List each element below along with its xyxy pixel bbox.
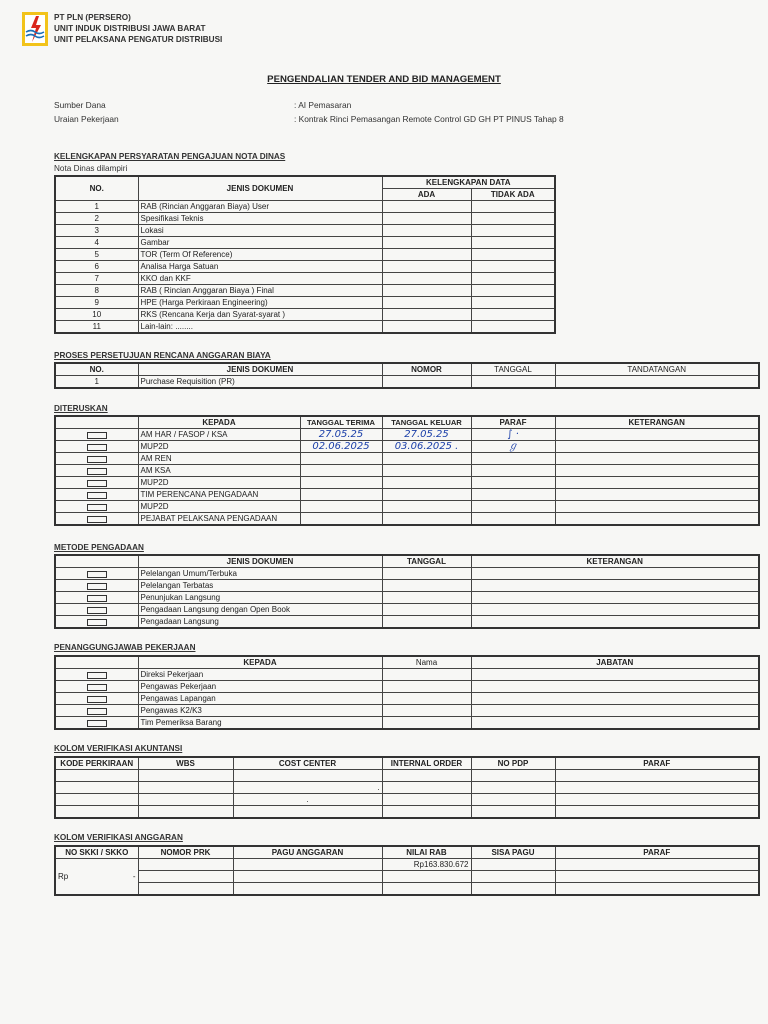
cell-kepada: AM REN bbox=[138, 453, 300, 465]
cell[interactable] bbox=[138, 871, 233, 883]
sumber-label: Sumber Dana bbox=[54, 100, 106, 110]
checkbox[interactable] bbox=[87, 468, 107, 475]
cell-tidak[interactable] bbox=[471, 225, 555, 237]
table-row bbox=[55, 794, 759, 806]
cell-keterangan[interactable] bbox=[471, 592, 759, 604]
col-tanggal: TANGGAL bbox=[471, 363, 555, 376]
cell-keterangan[interactable] bbox=[555, 429, 759, 441]
cell-tidak[interactable] bbox=[471, 213, 555, 225]
checkbox[interactable] bbox=[87, 696, 107, 703]
col-kepada: KEPADA bbox=[138, 416, 300, 429]
col-nama: Nama bbox=[382, 656, 471, 669]
col-no: NO. bbox=[55, 176, 138, 201]
cell[interactable] bbox=[138, 883, 233, 896]
akuntansi-table bbox=[54, 756, 760, 819]
col-jabatan: JABATAN bbox=[471, 656, 759, 669]
cell-tanggal[interactable] bbox=[382, 592, 471, 604]
cell-ada[interactable] bbox=[382, 237, 471, 249]
cell-tanggal-keluar[interactable] bbox=[382, 477, 471, 489]
cell-tidak[interactable] bbox=[471, 285, 555, 297]
cell-ada[interactable] bbox=[382, 201, 471, 213]
cell-tidak[interactable] bbox=[471, 321, 555, 334]
cell-doc: RAB ( Rincian Anggaran Biaya ) Final bbox=[138, 285, 382, 297]
checkbox[interactable] bbox=[87, 480, 107, 487]
cell-skki[interactable] bbox=[55, 859, 138, 896]
cell[interactable] bbox=[555, 883, 759, 896]
cell-keterangan[interactable] bbox=[555, 513, 759, 526]
col-cost-center: COST CENTER bbox=[233, 757, 382, 770]
cell[interactable] bbox=[382, 782, 471, 794]
cell[interactable] bbox=[233, 859, 382, 871]
cell-tanggal-terima[interactable] bbox=[300, 465, 382, 477]
cell-no: 7 bbox=[55, 273, 138, 285]
cell-nama[interactable] bbox=[382, 669, 471, 681]
table-row bbox=[55, 693, 759, 705]
col-checkbox bbox=[55, 656, 138, 669]
checkbox[interactable] bbox=[87, 516, 107, 523]
proses-table bbox=[54, 362, 760, 389]
col-keterangan: KETERANGAN bbox=[471, 555, 759, 568]
cell[interactable] bbox=[55, 794, 138, 806]
col-paraf: PARAF bbox=[555, 757, 759, 770]
table-row bbox=[55, 604, 759, 616]
cell-keterangan[interactable] bbox=[555, 453, 759, 465]
col-kelengkapan: KELENGKAPAN DATA bbox=[382, 176, 555, 189]
cell-paraf[interactable] bbox=[471, 477, 555, 489]
proses-heading: PROSES PERSETUJUAN RENCANA ANGGARAN BIAYA bbox=[54, 351, 271, 360]
cell-nomor[interactable] bbox=[382, 376, 471, 389]
org-name-block bbox=[54, 12, 222, 45]
table-row bbox=[55, 770, 759, 782]
cell-tidak[interactable] bbox=[471, 249, 555, 261]
table-row bbox=[55, 859, 759, 871]
checkbox[interactable] bbox=[87, 595, 107, 602]
cell-tanggal-terima[interactable] bbox=[300, 501, 382, 513]
col-paraf: PARAF bbox=[555, 846, 759, 859]
cell-ada[interactable] bbox=[382, 309, 471, 321]
col-internal-order: INTERNAL ORDER bbox=[382, 757, 471, 770]
cell-kepada: AM HAR / FASOP / KSA bbox=[138, 429, 300, 441]
cell-keterangan[interactable] bbox=[555, 477, 759, 489]
checkbox[interactable] bbox=[87, 456, 107, 463]
cell[interactable] bbox=[471, 794, 555, 806]
cell-tanggal-keluar[interactable] bbox=[382, 453, 471, 465]
cell-tanggal[interactable] bbox=[382, 616, 471, 629]
cell-metode: Pelelangan Umum/Terbuka bbox=[138, 568, 382, 580]
cell-tanggal-terima[interactable] bbox=[300, 453, 382, 465]
table-row bbox=[55, 441, 759, 453]
checkbox[interactable] bbox=[87, 444, 107, 451]
table-row bbox=[55, 285, 555, 297]
checkbox[interactable] bbox=[87, 492, 107, 499]
cell[interactable] bbox=[555, 859, 759, 871]
cell-kepada: Tim Pemeriksa Barang bbox=[138, 717, 382, 730]
cell-keterangan[interactable] bbox=[471, 568, 759, 580]
paraf-signature[interactable]: ℊ bbox=[471, 441, 555, 453]
table-row bbox=[55, 477, 759, 489]
cell-tanggal-terima[interactable]: 02.06.2025 bbox=[300, 441, 382, 453]
cell-no: 9 bbox=[55, 297, 138, 309]
cell-ada[interactable] bbox=[382, 297, 471, 309]
cell-tanggal-keluar[interactable] bbox=[382, 513, 471, 526]
org-line: PT PLN (PERSERO) bbox=[54, 13, 131, 22]
cell[interactable] bbox=[555, 871, 759, 883]
cell-jabatan[interactable] bbox=[471, 705, 759, 717]
cell-no: 2 bbox=[55, 213, 138, 225]
table-row bbox=[55, 321, 555, 334]
checkbox[interactable] bbox=[87, 684, 107, 691]
cell-ada[interactable] bbox=[382, 213, 471, 225]
col-nomor-prk: NOMOR PRK bbox=[138, 846, 233, 859]
col-no: NO. bbox=[55, 363, 138, 376]
cell-paraf[interactable] bbox=[471, 453, 555, 465]
cell[interactable] bbox=[555, 806, 759, 819]
cell-kepada: MUP2D bbox=[138, 441, 300, 453]
table-row bbox=[55, 669, 759, 681]
cell-jabatan[interactable] bbox=[471, 693, 759, 705]
col-tanggal-terima: TANGGAL TERIMA bbox=[300, 416, 382, 429]
cell-paraf[interactable] bbox=[471, 501, 555, 513]
cell-jabatan[interactable] bbox=[471, 669, 759, 681]
cell-tanggal-keluar[interactable]: 03.06.2025 . bbox=[382, 441, 471, 453]
table-row bbox=[55, 681, 759, 693]
kelengkapan-table bbox=[54, 175, 556, 334]
cell-tanggal-terima[interactable] bbox=[300, 477, 382, 489]
cell-no: 4 bbox=[55, 237, 138, 249]
sumber-value: : AI Pemasaran bbox=[294, 100, 352, 110]
table-row bbox=[55, 225, 555, 237]
cell-no: 8 bbox=[55, 285, 138, 297]
table-row bbox=[55, 309, 555, 321]
col-jenis: JENIS DOKUMEN bbox=[138, 176, 382, 201]
table-row bbox=[55, 261, 555, 273]
uraian-value: : Kontrak Rinci Pemasangan Remote Control GD GH PT PINUS Tahap 8 bbox=[294, 114, 564, 124]
cell-keterangan[interactable] bbox=[471, 604, 759, 616]
cell[interactable] bbox=[471, 871, 555, 883]
cell[interactable] bbox=[138, 859, 233, 871]
col-nomor: NOMOR bbox=[382, 363, 471, 376]
col-jenis: JENIS DOKUMEN bbox=[138, 555, 382, 568]
akuntansi-heading: KOLOM VERIFIKASI AKUNTANSI bbox=[54, 744, 183, 753]
cell-no: 1 bbox=[55, 201, 138, 213]
cell[interactable] bbox=[382, 883, 471, 896]
cell[interactable] bbox=[382, 871, 471, 883]
col-nilai-rab: NILAI RAB bbox=[382, 846, 471, 859]
cell-ada[interactable] bbox=[382, 249, 471, 261]
cell[interactable] bbox=[555, 782, 759, 794]
anggaran-table bbox=[54, 845, 760, 896]
col-checkbox bbox=[55, 416, 138, 429]
cell-tanggal-terima[interactable] bbox=[300, 513, 382, 526]
checkbox[interactable] bbox=[87, 720, 107, 727]
cell-doc: RKS (Rencana Kerja dan Syarat-syarat ) bbox=[138, 309, 382, 321]
checkbox[interactable] bbox=[87, 571, 107, 578]
table-row bbox=[55, 705, 759, 717]
cell-keterangan[interactable] bbox=[555, 501, 759, 513]
cell-kepada: TIM PERENCANA PENGADAAN bbox=[138, 489, 300, 501]
table-row bbox=[55, 568, 759, 580]
cell-mark[interactable]: . bbox=[233, 782, 382, 794]
kelengkapan-heading: KELENGKAPAN PERSYARATAN PENGAJUAN NOTA DINAS bbox=[54, 152, 286, 161]
cell-no: 11 bbox=[55, 321, 138, 334]
col-tanggal: TANGGAL bbox=[382, 555, 471, 568]
pln-logo-icon bbox=[22, 12, 48, 46]
cell[interactable] bbox=[55, 782, 138, 794]
cell-doc: Analisa Harga Satuan bbox=[138, 261, 382, 273]
cell-tanggal-keluar[interactable]: 27.05.25 bbox=[382, 429, 471, 441]
table-row bbox=[55, 489, 759, 501]
table-row bbox=[55, 883, 759, 896]
table-row bbox=[55, 501, 759, 513]
checkbox[interactable] bbox=[87, 672, 107, 679]
cell-kepada: Pengawas Lapangan bbox=[138, 693, 382, 705]
cell-tidak[interactable] bbox=[471, 309, 555, 321]
cell-tanggal[interactable] bbox=[471, 376, 555, 389]
cell-tanggal[interactable] bbox=[382, 568, 471, 580]
table-row bbox=[55, 201, 555, 213]
cell[interactable] bbox=[471, 782, 555, 794]
cell[interactable] bbox=[138, 794, 233, 806]
table-row bbox=[55, 429, 759, 441]
cell-doc: Gambar bbox=[138, 237, 382, 249]
cell-metode: Pengadaan Langsung bbox=[138, 616, 382, 629]
cell-doc: Spesifikasi Teknis bbox=[138, 213, 382, 225]
cell-mark[interactable]: . bbox=[233, 794, 382, 806]
cell[interactable] bbox=[233, 883, 382, 896]
cell-no: 3 bbox=[55, 225, 138, 237]
table-row bbox=[55, 513, 759, 526]
col-no-skki: NO SKKI / SKKO bbox=[55, 846, 138, 859]
checkbox[interactable] bbox=[87, 583, 107, 590]
table-row bbox=[55, 297, 555, 309]
cell-keterangan[interactable] bbox=[471, 616, 759, 629]
checkbox[interactable] bbox=[87, 432, 107, 439]
cell-metode: Penunjukan Langsung bbox=[138, 592, 382, 604]
checkbox[interactable] bbox=[87, 607, 107, 614]
cell-paraf[interactable] bbox=[471, 513, 555, 526]
cell[interactable] bbox=[233, 770, 382, 782]
col-pagu-anggaran: PAGU ANGGARAN bbox=[233, 846, 382, 859]
col-kode-perkiraan: KODE PERKIRAAN bbox=[55, 757, 138, 770]
cell[interactable] bbox=[555, 770, 759, 782]
cell-doc: RAB (Rincian Anggaran Biaya) User bbox=[138, 201, 382, 213]
cell-kepada: PEJABAT PELAKSANA PENGADAAN bbox=[138, 513, 300, 526]
cell[interactable] bbox=[471, 770, 555, 782]
table-row bbox=[55, 806, 759, 819]
cell-doc: Lain-lain: ........ bbox=[138, 321, 382, 334]
cell-nama[interactable] bbox=[382, 705, 471, 717]
rp-label: Rp bbox=[58, 872, 69, 881]
cell-ada[interactable] bbox=[382, 273, 471, 285]
table-row bbox=[55, 453, 759, 465]
penanggung-table bbox=[54, 655, 760, 730]
diteruskan-heading: DITERUSKAN bbox=[54, 404, 108, 413]
cell[interactable] bbox=[55, 806, 138, 819]
table-row bbox=[55, 717, 759, 730]
cell[interactable] bbox=[138, 770, 233, 782]
cell-doc: Lokasi bbox=[138, 225, 382, 237]
cell-keterangan[interactable] bbox=[555, 489, 759, 501]
metode-heading: METODE PENGADAAN bbox=[54, 543, 144, 552]
table-row bbox=[55, 465, 759, 477]
cell-tidak[interactable] bbox=[471, 261, 555, 273]
cell-tanggal-keluar[interactable] bbox=[382, 489, 471, 501]
cell-nama[interactable] bbox=[382, 717, 471, 730]
cell-doc: KKO dan KKF bbox=[138, 273, 382, 285]
cell-tidak[interactable] bbox=[471, 297, 555, 309]
cell-ada[interactable] bbox=[382, 225, 471, 237]
cell-kepada: Direksi Pekerjaan bbox=[138, 669, 382, 681]
cell-no: 10 bbox=[55, 309, 138, 321]
col-paraf: PARAF bbox=[471, 416, 555, 429]
col-no-pdp: NO PDP bbox=[471, 757, 555, 770]
cell[interactable] bbox=[471, 883, 555, 896]
cell-doc: Purchase Requisition (PR) bbox=[138, 376, 382, 389]
cell[interactable] bbox=[382, 806, 471, 819]
cell-kepada: AM KSA bbox=[138, 465, 300, 477]
table-row bbox=[55, 237, 555, 249]
cell-metode: Pelelangan Terbatas bbox=[138, 580, 382, 592]
cell-nama[interactable] bbox=[382, 693, 471, 705]
col-tanggal-keluar: TANGGAL KELUAR bbox=[382, 416, 471, 429]
cell-nilai-rab: Rp163.830.672 bbox=[382, 859, 471, 871]
cell-tanggal-terima[interactable]: 27.05.25 bbox=[300, 429, 382, 441]
metode-table bbox=[54, 554, 760, 629]
col-kepada: KEPADA bbox=[138, 656, 382, 669]
cell-tanggal[interactable] bbox=[382, 580, 471, 592]
cell-tidak[interactable] bbox=[471, 237, 555, 249]
col-jenis: JENIS DOKUMEN bbox=[138, 363, 382, 376]
cell-metode: Pengadaan Langsung dengan Open Book bbox=[138, 604, 382, 616]
table-row bbox=[55, 782, 759, 794]
cell-ttd[interactable] bbox=[555, 376, 759, 389]
cell[interactable] bbox=[138, 806, 233, 819]
org-line: UNIT PELAKSANA PENGATUR DISTRIBUSI bbox=[54, 35, 223, 44]
col-keterangan: KETERANGAN bbox=[555, 416, 759, 429]
col-ada: ADA bbox=[382, 189, 471, 201]
cell-kepada: MUP2D bbox=[138, 501, 300, 513]
cell-doc: HPE (Harga Perkiraan Engineering) bbox=[138, 297, 382, 309]
col-tandatangan: TANDATANGAN bbox=[555, 363, 759, 376]
cell-no: 1 bbox=[55, 376, 138, 389]
paraf-signature[interactable]: ∫ · bbox=[471, 429, 555, 441]
org-line: UNIT INDUK DISTRIBUSI JAWA BARAT bbox=[54, 24, 206, 33]
uraian-label: Uraian Pekerjaan bbox=[54, 114, 119, 124]
cell-paraf[interactable] bbox=[471, 465, 555, 477]
cell-jabatan[interactable] bbox=[471, 681, 759, 693]
cell-keterangan[interactable] bbox=[471, 580, 759, 592]
cell[interactable] bbox=[233, 871, 382, 883]
cell[interactable] bbox=[233, 806, 382, 819]
kelengkapan-note: Nota Dinas dilampiri bbox=[54, 164, 128, 173]
cell-ada[interactable] bbox=[382, 321, 471, 334]
table-row bbox=[55, 376, 759, 389]
cell-doc: TOR (Term Of Reference) bbox=[138, 249, 382, 261]
table-row bbox=[55, 592, 759, 604]
cell[interactable] bbox=[382, 770, 471, 782]
cell-paraf[interactable] bbox=[471, 489, 555, 501]
cell-ada[interactable] bbox=[382, 285, 471, 297]
dash-mark: - bbox=[132, 872, 136, 881]
cell-tidak[interactable] bbox=[471, 273, 555, 285]
cell-tanggal-terima[interactable] bbox=[300, 489, 382, 501]
cell-kepada: Pengawas K2/K3 bbox=[138, 705, 382, 717]
cell[interactable] bbox=[138, 782, 233, 794]
checkbox[interactable] bbox=[87, 619, 107, 626]
checkbox[interactable] bbox=[87, 504, 107, 511]
diteruskan-table bbox=[54, 415, 760, 526]
cell[interactable] bbox=[471, 859, 555, 871]
table-row bbox=[55, 273, 555, 285]
table-row bbox=[55, 249, 555, 261]
cell-tanggal[interactable] bbox=[382, 604, 471, 616]
penanggung-heading: PENANGGUNGJAWAB PEKERJAAN bbox=[54, 643, 196, 652]
cell-kepada: Pengawas Pekerjaan bbox=[138, 681, 382, 693]
col-wbs: WBS bbox=[138, 757, 233, 770]
cell-keterangan[interactable] bbox=[555, 441, 759, 453]
cell-nama[interactable] bbox=[382, 681, 471, 693]
cell-tanggal-keluar[interactable] bbox=[382, 465, 471, 477]
cell-tidak[interactable] bbox=[471, 201, 555, 213]
cell-tanggal-keluar[interactable] bbox=[382, 501, 471, 513]
cell-no: 6 bbox=[55, 261, 138, 273]
col-sisa-pagu: SISA PAGU bbox=[471, 846, 555, 859]
cell-keterangan[interactable] bbox=[555, 465, 759, 477]
cell[interactable] bbox=[555, 794, 759, 806]
table-row bbox=[55, 616, 759, 629]
cell[interactable] bbox=[55, 770, 138, 782]
cell-kepada: MUP2D bbox=[138, 477, 300, 489]
cell[interactable] bbox=[382, 794, 471, 806]
checkbox[interactable] bbox=[87, 708, 107, 715]
cell[interactable] bbox=[471, 806, 555, 819]
table-row bbox=[55, 580, 759, 592]
table-row bbox=[55, 213, 555, 225]
col-tidak-ada: TIDAK ADA bbox=[471, 189, 555, 201]
page-title: PENGENDALIAN TENDER AND BID MANAGEMENT bbox=[267, 74, 501, 85]
cell-ada[interactable] bbox=[382, 261, 471, 273]
col-checkbox bbox=[55, 555, 138, 568]
cell-no: 5 bbox=[55, 249, 138, 261]
table-row bbox=[55, 871, 759, 883]
anggaran-heading: KOLOM VERIFIKASI ANGGARAN bbox=[54, 833, 183, 842]
cell-jabatan[interactable] bbox=[471, 717, 759, 730]
